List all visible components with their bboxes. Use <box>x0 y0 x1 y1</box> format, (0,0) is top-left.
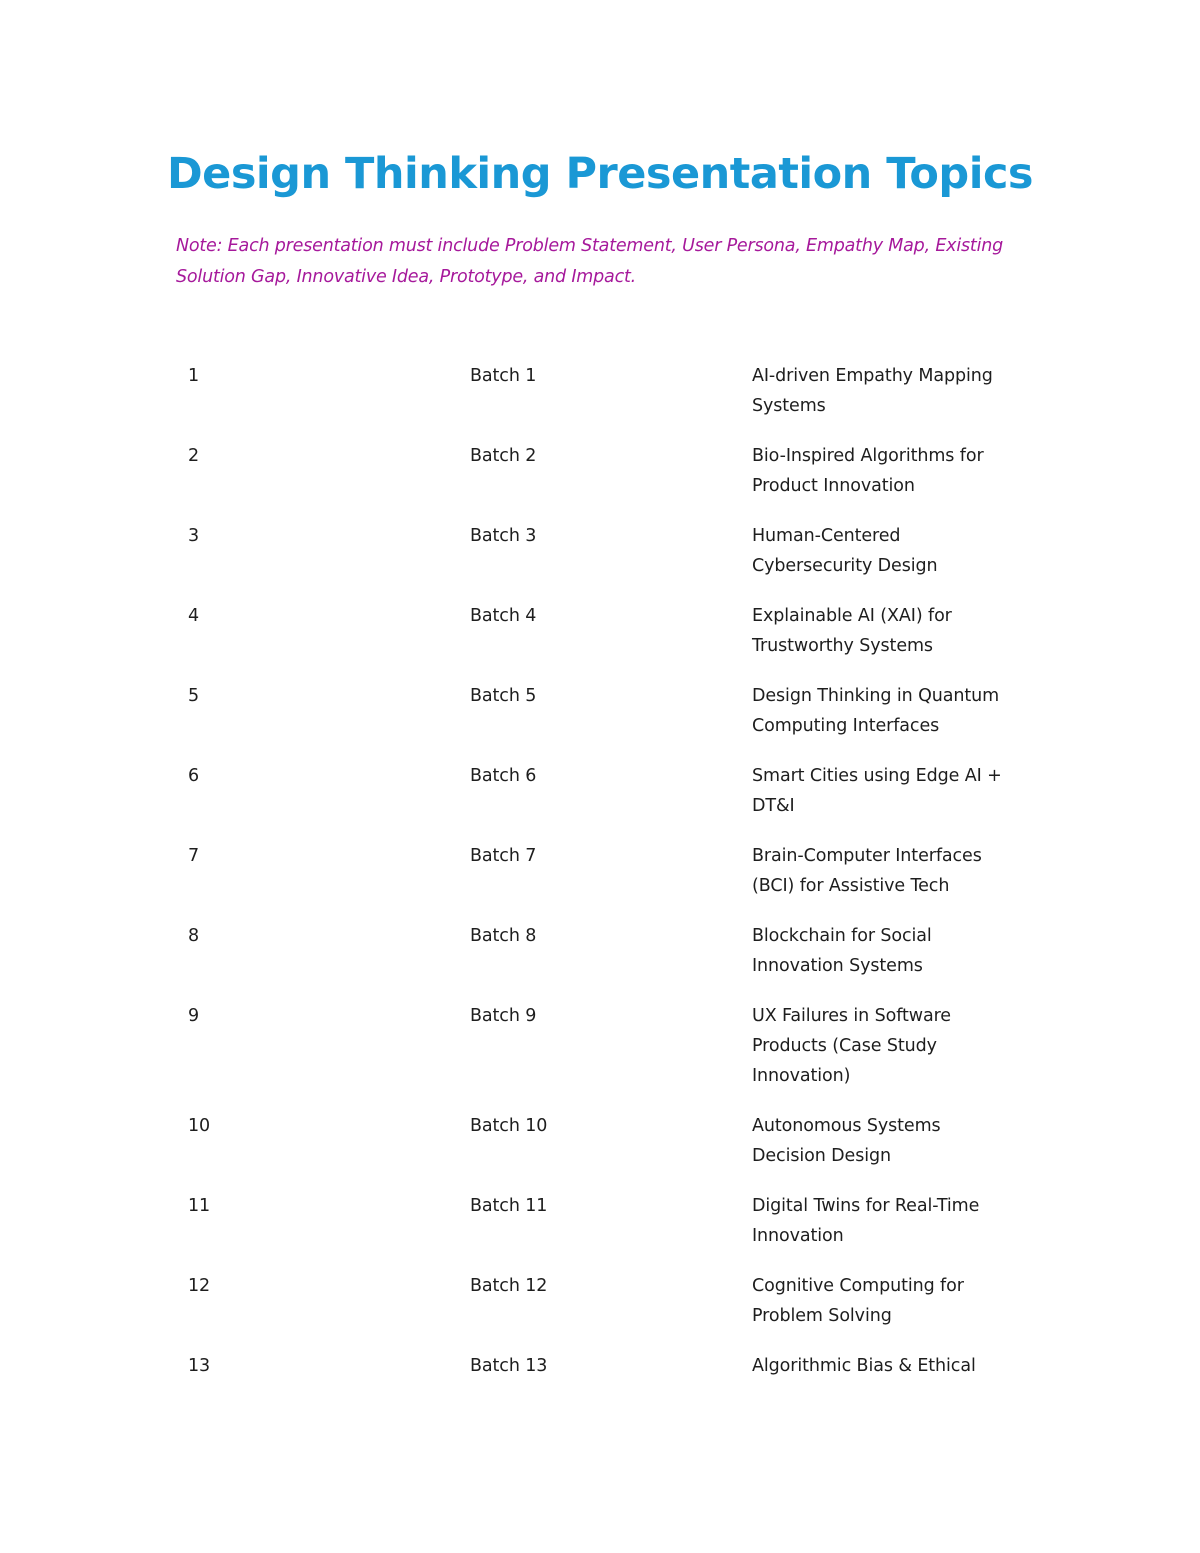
row-number: 10 <box>188 1116 211 1136</box>
row-number: 12 <box>188 1276 211 1296</box>
batch-name: Batch 12 <box>470 1276 548 1296</box>
topic-title: Brain-Computer Interfaces (BCI) for Assistive Tech <box>752 846 982 896</box>
topic-title: Design Thinking in Quantum Computing Interfaces <box>752 686 1000 736</box>
topic-title: UX Failures in Software Products (Case Study Innovation) <box>752 1006 951 1086</box>
row-number: 11 <box>188 1196 211 1216</box>
topic-title: Algorithmic Bias & Ethical <box>752 1356 976 1376</box>
batch-name: Batch 10 <box>470 1116 548 1136</box>
table-row <box>188 521 1012 581</box>
batch-name: Batch 5 <box>470 686 537 706</box>
page-title: Design Thinking Presentation Topics <box>166 149 1034 199</box>
batch-name: Batch 1 <box>470 366 537 386</box>
batch-name: Batch 9 <box>470 1006 537 1026</box>
topic-title: Digital Twins for Real-Time Innovation <box>752 1196 980 1246</box>
table-row <box>188 1351 1012 1381</box>
row-number: 5 <box>188 686 200 706</box>
table-row <box>188 921 1012 981</box>
table-row <box>188 1001 1012 1091</box>
batch-name: Batch 2 <box>470 446 537 466</box>
batch-name: Batch 11 <box>470 1196 548 1216</box>
topic-title: Bio-Inspired Algorithms for Product Innovation <box>752 446 984 496</box>
batch-name: Batch 13 <box>470 1356 548 1376</box>
table-row <box>188 841 1012 901</box>
table-row <box>188 681 1012 741</box>
row-number: 6 <box>188 766 200 786</box>
table-row <box>188 601 1012 661</box>
topic-title: Human-Centered Cybersecurity Design <box>752 526 938 576</box>
batch-name: Batch 3 <box>470 526 537 546</box>
topic-title: AI-driven Empathy Mapping Systems <box>752 366 993 416</box>
topic-title: Autonomous Systems Decision Design <box>752 1116 941 1166</box>
batch-name: Batch 4 <box>470 606 537 626</box>
topic-title: Cognitive Computing for Problem Solving <box>752 1276 964 1326</box>
row-number: 1 <box>188 366 200 386</box>
table-row <box>188 1111 1012 1171</box>
batch-name: Batch 8 <box>470 926 537 946</box>
topic-title: Blockchain for Social Innovation Systems <box>752 926 932 976</box>
table-row <box>188 1271 1012 1331</box>
row-number: 3 <box>188 526 200 546</box>
table-row <box>188 441 1012 501</box>
row-number: 13 <box>188 1356 211 1376</box>
topic-title: Explainable AI (XAI) for Trustworthy Systems <box>752 606 952 656</box>
row-number: 7 <box>188 846 200 866</box>
table-row <box>188 1191 1012 1251</box>
row-number: 8 <box>188 926 200 946</box>
table-row <box>188 761 1012 821</box>
row-number: 2 <box>188 446 200 466</box>
topic-title: Smart Cities using Edge AI + DT&I <box>752 766 1002 816</box>
row-number: 4 <box>188 606 200 626</box>
table-row <box>188 361 1012 421</box>
presentation-note: Note: Each presentation must include Problem Statement, User Persona, Empathy Map, Existing Solution Gap, Innovative Idea, Prototype, and Impact. <box>176 236 1004 287</box>
batch-name: Batch 7 <box>470 846 537 866</box>
row-number: 9 <box>188 1006 200 1026</box>
batch-name: Batch 6 <box>470 766 537 786</box>
